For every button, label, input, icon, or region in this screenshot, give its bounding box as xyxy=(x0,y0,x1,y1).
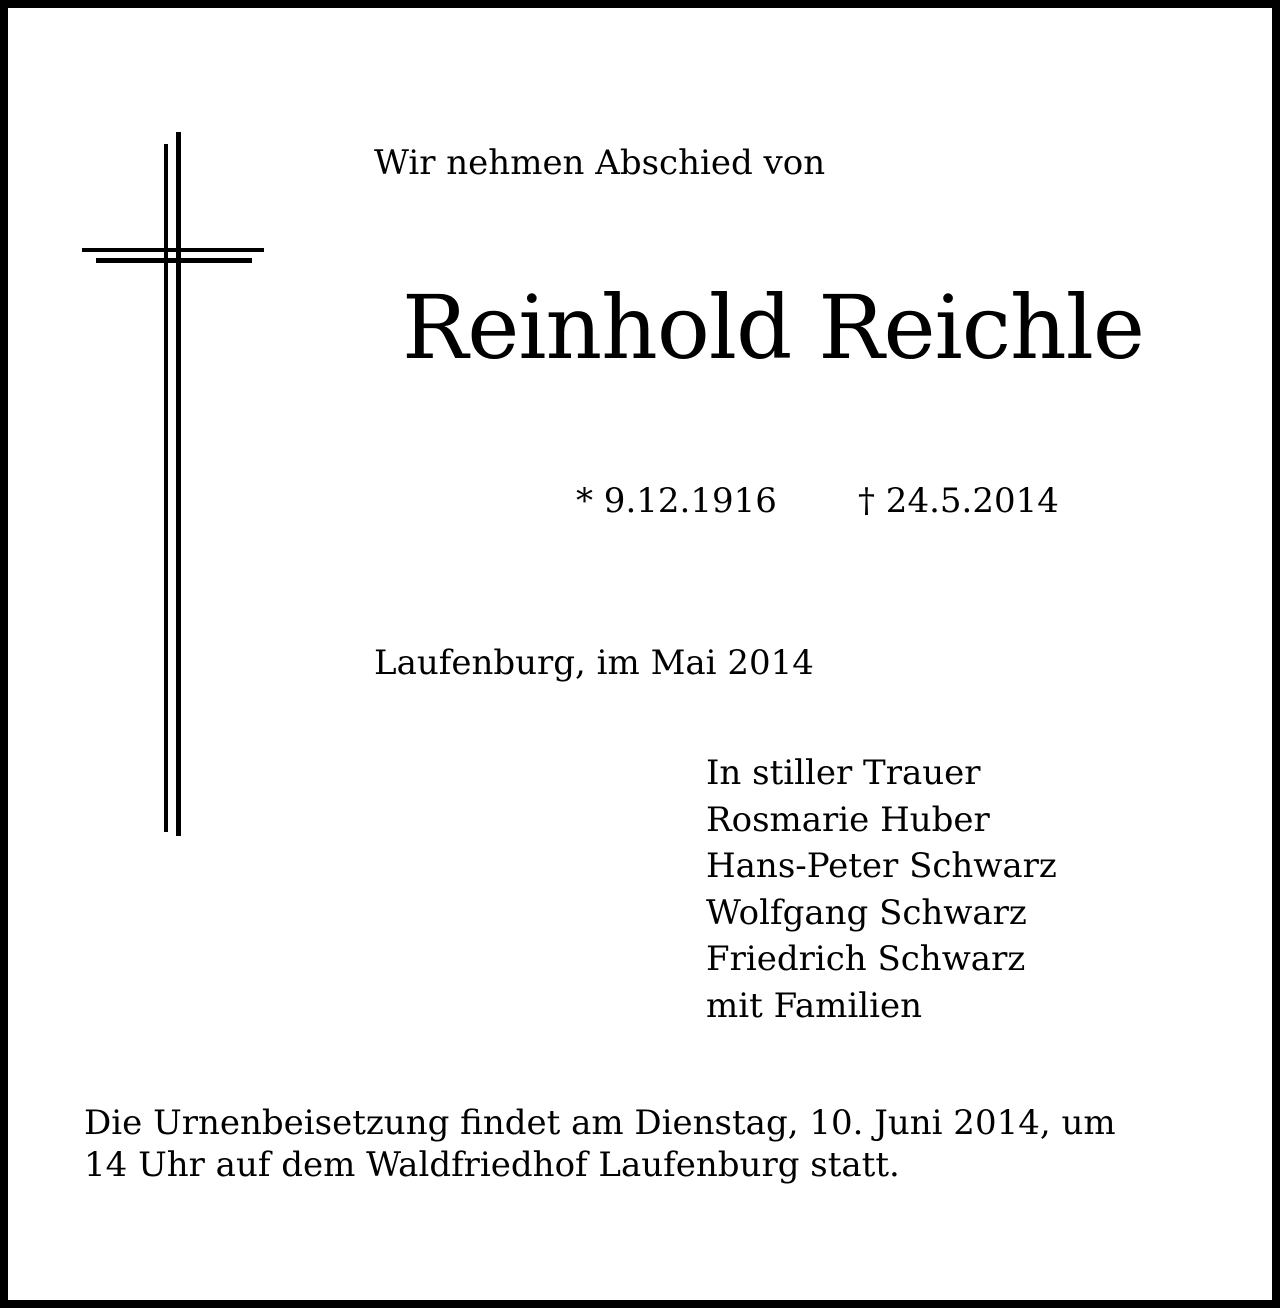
birth-date: * 9.12.1916 xyxy=(576,481,777,521)
death-date: † 24.5.2014 xyxy=(858,481,1059,521)
burial-line: Die Urnenbeisetzung findet am Dienstag, 10. Juni 2014, um xyxy=(84,1103,1116,1143)
mourners-list xyxy=(706,750,1057,1029)
cross-horizontal-bar-lower xyxy=(96,258,252,263)
burial-line: 14 Uhr auf dem Waldfriedhof Laufenburg statt. xyxy=(84,1145,900,1185)
mourner-name: Rosmarie Huber xyxy=(706,799,990,840)
mourners-heading: In stiller Trauer xyxy=(706,753,981,793)
intro-line: Wir nehmen Abschied von xyxy=(374,143,826,183)
mourner-name: Hans-Peter Schwarz xyxy=(706,846,1057,886)
burial-announcement xyxy=(84,1102,1116,1186)
mourner-name: Friedrich Schwarz xyxy=(706,939,1026,979)
mourners-families: mit Familien xyxy=(706,985,923,1026)
cross-vertical-bar-thick xyxy=(176,132,181,836)
cross-horizontal-bar-upper xyxy=(82,248,264,252)
mourner-name: Wolfgang Schwarz xyxy=(706,892,1027,933)
deceased-name: Reinhold Reichle xyxy=(402,276,1144,379)
cross-icon xyxy=(82,132,264,836)
place-date-line: Laufenburg, im Mai 2014 xyxy=(374,643,814,683)
